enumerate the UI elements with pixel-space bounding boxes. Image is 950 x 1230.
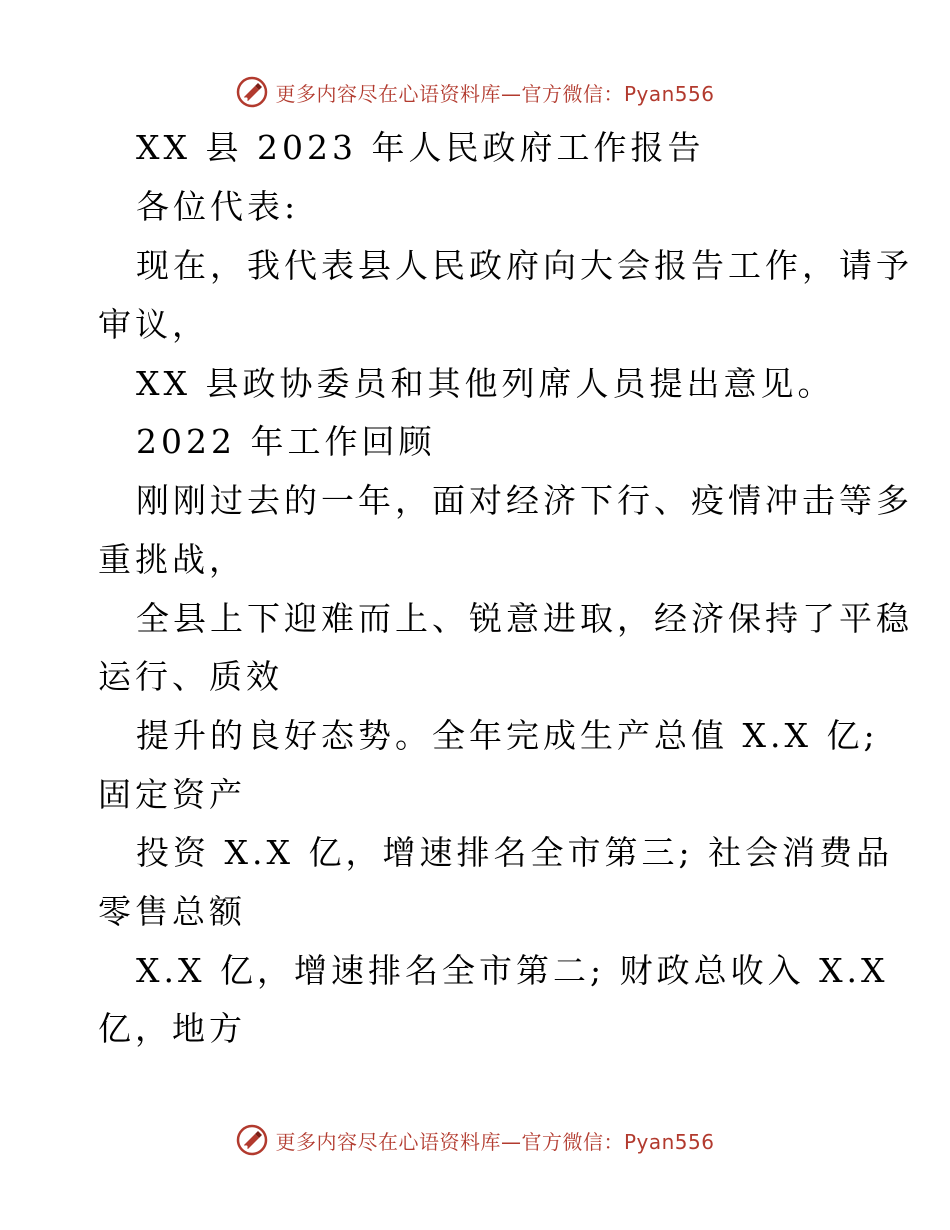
paragraph-line: 审议， [98,305,209,344]
section-heading: 2022 年工作回顾 [136,422,436,461]
header-banner [0,72,950,112]
paragraph-line: 零售总额 [98,892,246,931]
paragraph-line: 提升的良好态势。全年完成生产总值 X.X 亿; [136,716,879,755]
paragraph-line: 运行、质效 [98,657,283,696]
footer-banner-text: 更多内容尽在心语资料库—官方微信：Pyan556 [275,1129,715,1154]
header-banner-inner [235,75,714,109]
paragraph-line: X.X 亿，增速排名全市第二; 财政总收入 X.X [136,951,889,990]
footer-banner [0,1120,950,1160]
footer-banner-inner [235,1123,714,1157]
library-logo-icon [235,75,269,109]
paragraph-line: 全县上下迎难而上、锐意进取，经济保持了平稳 [136,599,913,638]
paragraph-line: 现在，我代表县人民政府向大会报告工作，请予 [136,246,913,285]
paragraph-line: 投资 X.X 亿，增速排名全市第三; 社会消费品 [136,833,894,872]
library-logo-icon [235,1123,269,1157]
salutation: 各位代表: [136,187,300,226]
paragraph-line: 重挑战， [98,540,246,579]
paragraph-line: 固定资产 [98,775,246,814]
document-title: XX 县 2023 年人民政府工作报告 [136,128,705,167]
header-banner-text: 更多内容尽在心语资料库—官方微信：Pyan556 [275,81,715,106]
paragraph-line: XX 县政协委员和其他列席人员提出意见。 [136,364,835,403]
paragraph-line: 刚刚过去的一年，面对经济下行、疫情冲击等多 [136,481,913,520]
paragraph-line: 亿，地方 [98,1009,246,1048]
